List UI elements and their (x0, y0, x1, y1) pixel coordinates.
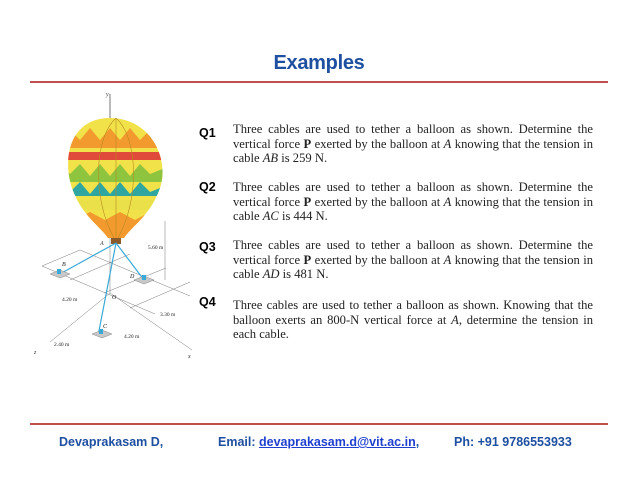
point-b-label: B (62, 262, 66, 268)
point-a-label: A (100, 241, 104, 247)
question-4-label: Q4 (199, 295, 216, 309)
question-3-label: Q3 (199, 240, 216, 254)
footer-name: Devaprakasam D, (59, 435, 164, 449)
dimension-4-20-bottom: 4.20 m (124, 334, 140, 340)
question-1-label: Q1 (199, 126, 216, 140)
footer-email-label: Email: (218, 435, 259, 449)
point-d-label: D (130, 274, 135, 280)
dimension-4-20-left: 4.20 m (62, 297, 78, 303)
balloon-figure (30, 88, 222, 368)
dimension-2-40: 2.40 m (54, 342, 70, 348)
question-3-text: Three cables are used to tether a balloon as shown. Determine the vertical force P exerted by the balloon at A knowing that the tension in cable AD is 481 N. (233, 238, 594, 281)
question-2-text: Three cables are used to tether a balloon as shown. Determine the vertical force P exerted by the balloon at A knowing that the tension in cable AC is 444 N. (233, 180, 594, 223)
question-4-text: Three cables are used to tether a balloon as shown. Knowing that the balloon exerts an 800-N vertical force at A, determine the tension in each cable. (233, 298, 593, 341)
footer-email-suffix: , (415, 435, 420, 449)
point-c-label: C (103, 324, 108, 330)
axis-z-label: z (34, 350, 37, 356)
email-link[interactable]: devaprakasam.d@vit.ac.in (259, 435, 416, 449)
question-2-label: Q2 (199, 180, 216, 194)
top-divider (30, 81, 608, 83)
axis-x-label: x (188, 354, 191, 360)
footer-phone: Ph: +91 9786553933 (454, 435, 572, 449)
axis-y-label: y (106, 92, 109, 98)
bottom-divider (30, 423, 608, 425)
dimension-3-30: 3.30 m (160, 312, 176, 318)
footer-email (218, 435, 419, 449)
question-1-text: Three cables are used to tether a balloon as shown. Determine the vertical force P exerted by the balloon at A knowing that the tension in cable AB is 259 N. (233, 122, 594, 165)
slide-title: Examples (273, 52, 365, 74)
dimension-5-60: 5.60 m (148, 245, 164, 251)
point-o-label: O (112, 295, 117, 301)
